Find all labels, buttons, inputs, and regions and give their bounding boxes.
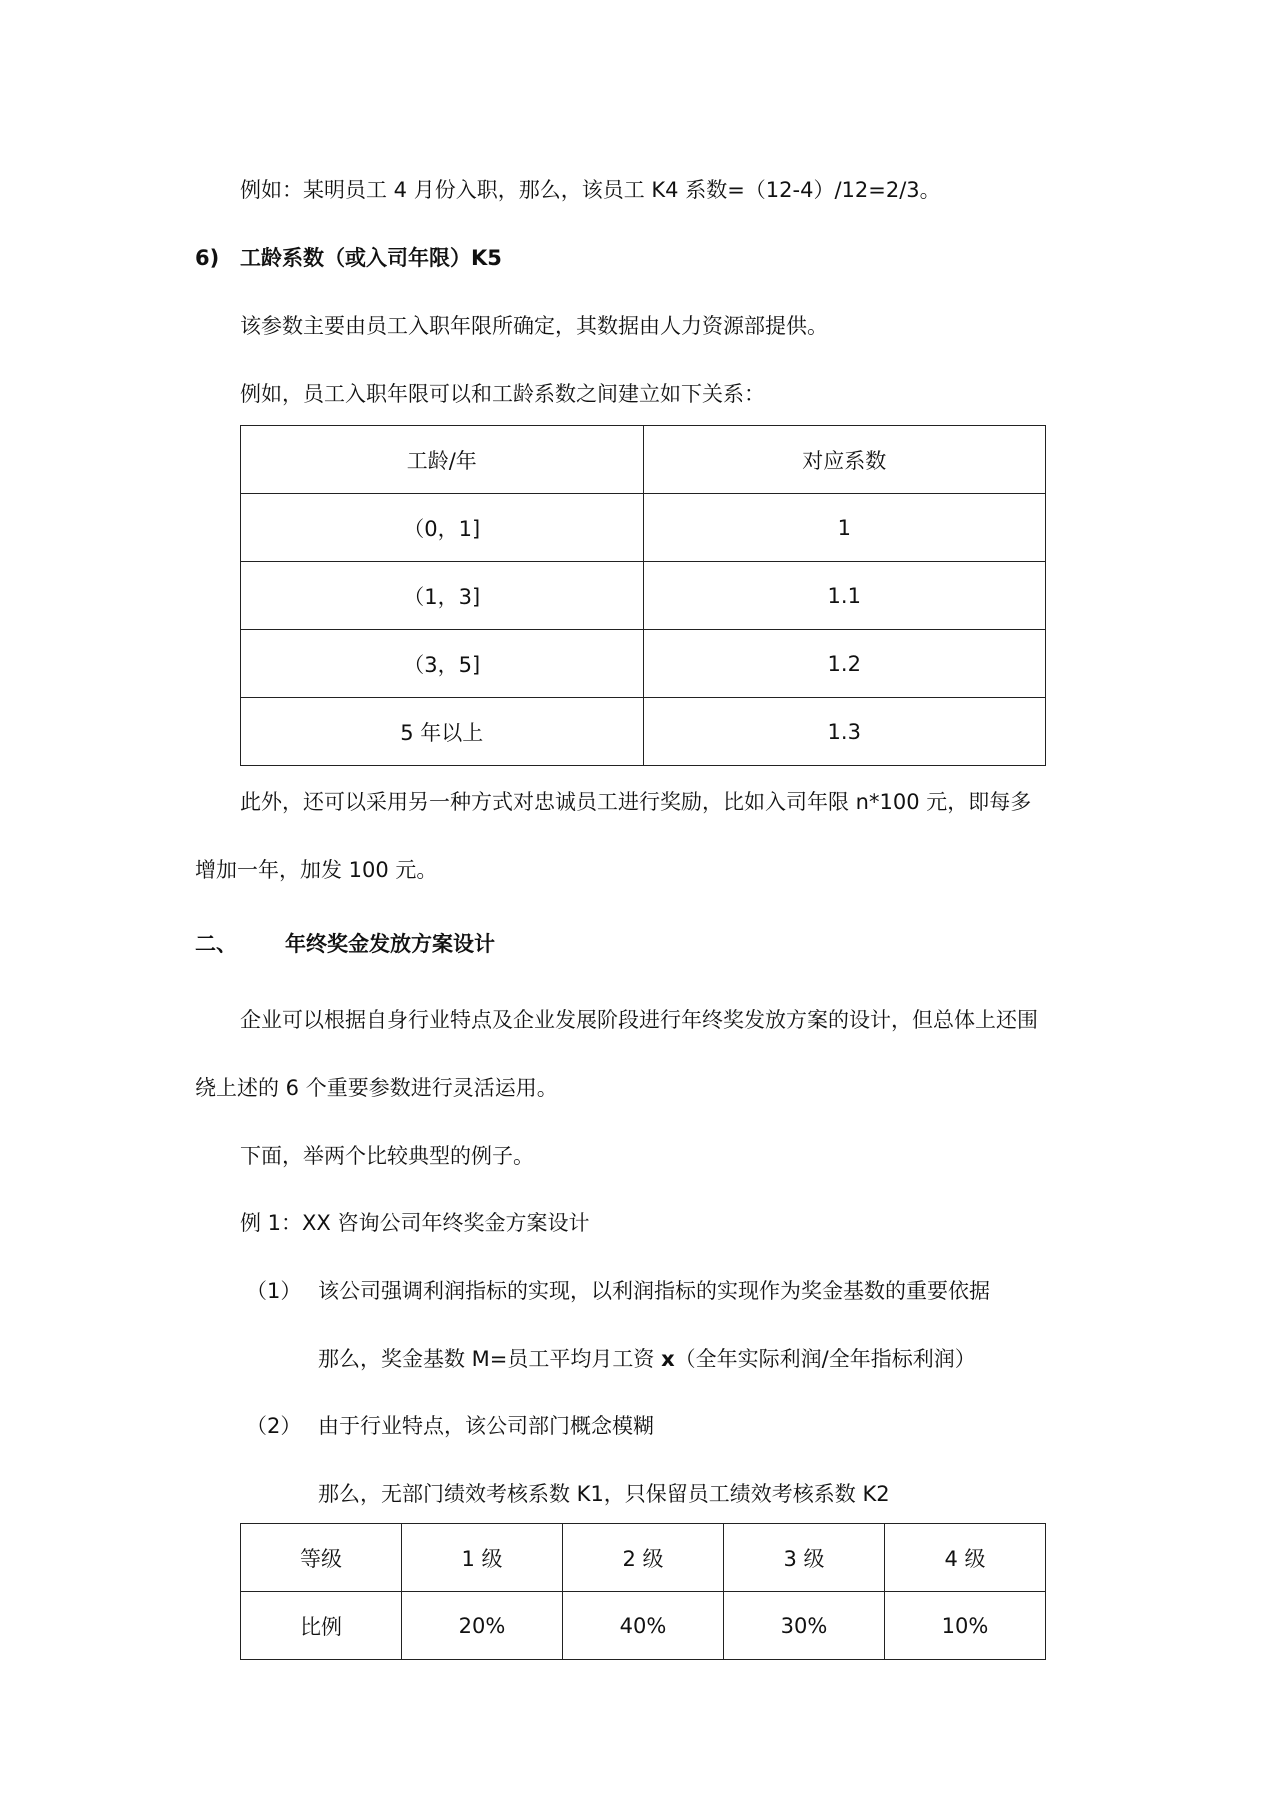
item1-formula: [318, 1344, 976, 1374]
item1-text: 该公司强调利润指标的实现，以利润指标的实现作为奖金基数的重要依据: [318, 1279, 990, 1303]
seniority-coefficient-table: [240, 425, 1046, 766]
table-row: [241, 494, 1046, 562]
header-level-2: 2 级: [563, 1524, 724, 1592]
ratio-label: 比例: [241, 1592, 402, 1660]
header-seniority: 工龄/年: [241, 426, 644, 494]
table-row: [241, 698, 1046, 766]
header-coefficient: 对应系数: [643, 426, 1046, 494]
grade-ratio-table: [240, 1523, 1046, 1660]
extra-reward-line1: 此外，还可以采用另一种方式对忠诚员工进行奖励，比如入司年限 n*100 元，即每多: [240, 790, 1032, 814]
coefficient-value: 1.2: [643, 630, 1046, 698]
header-level-1: 1 级: [402, 1524, 563, 1592]
ratio-level-2: 40%: [563, 1592, 724, 1660]
example1-title: 例 1：XX 咨询公司年终奖金方案设计: [240, 1211, 590, 1235]
coefficient-value: 1: [643, 494, 1046, 562]
header-grade: 等级: [241, 1524, 402, 1592]
examples-lead: 下面，举两个比较典型的例子。: [240, 1144, 534, 1168]
header-level-3: 3 级: [724, 1524, 885, 1592]
item2-text: 由于行业特点，该公司部门概念模糊: [318, 1414, 654, 1438]
ratio-level-4: 10%: [885, 1592, 1046, 1660]
table-header-row: [241, 426, 1046, 494]
section6-description: 该参数主要由员工入职年限所确定，其数据由人力资源部提供。: [240, 314, 828, 338]
seniority-range: （1，3]: [241, 562, 644, 630]
seniority-range: 5 年以上: [241, 698, 644, 766]
table-header-row: [241, 1524, 1046, 1592]
table-row: [241, 562, 1046, 630]
ratio-level-3: 30%: [724, 1592, 885, 1660]
item1-number: （1）: [246, 1279, 302, 1303]
intro-line1: 企业可以根据自身行业特点及企业发展阶段进行年终奖发放方案的设计，但总体上还围: [240, 1008, 1038, 1032]
multiply-operator: x: [661, 1347, 675, 1371]
section2-title: 年终奖金发放方案设计: [285, 932, 495, 956]
extra-reward-line2: 增加一年，加发 100 元。: [195, 858, 438, 882]
coefficient-value: 1.3: [643, 698, 1046, 766]
coefficient-value: 1.1: [643, 562, 1046, 630]
item2-number: （2）: [246, 1414, 302, 1438]
section2-number: 二、: [195, 932, 237, 956]
k4-example-text: 例如：某明员工 4 月份入职，那么，该员工 K4 系数=（12-4）/12=2/3。: [240, 178, 941, 202]
section6-title: 工龄系数（或入司年限）K5: [240, 246, 502, 270]
intro-line2: 绕上述的 6 个重要参数进行灵活运用。: [195, 1076, 558, 1100]
seniority-range: （0，1]: [241, 494, 644, 562]
formula-prefix: 那么，奖金基数 M=员工平均月工资: [318, 1347, 662, 1371]
item2-result: 那么，无部门绩效考核系数 K1，只保留员工绩效考核系数 K2: [318, 1482, 890, 1506]
section6-number: 6): [195, 246, 220, 270]
formula-suffix: （全年实际利润/全年指标利润）: [674, 1347, 976, 1371]
seniority-range: （3，5]: [241, 630, 644, 698]
header-level-4: 4 级: [885, 1524, 1046, 1592]
table-row: [241, 630, 1046, 698]
table-row: [241, 1592, 1046, 1660]
section6-example-intro: 例如，员工入职年限可以和工龄系数之间建立如下关系：: [240, 382, 765, 406]
ratio-level-1: 20%: [402, 1592, 563, 1660]
